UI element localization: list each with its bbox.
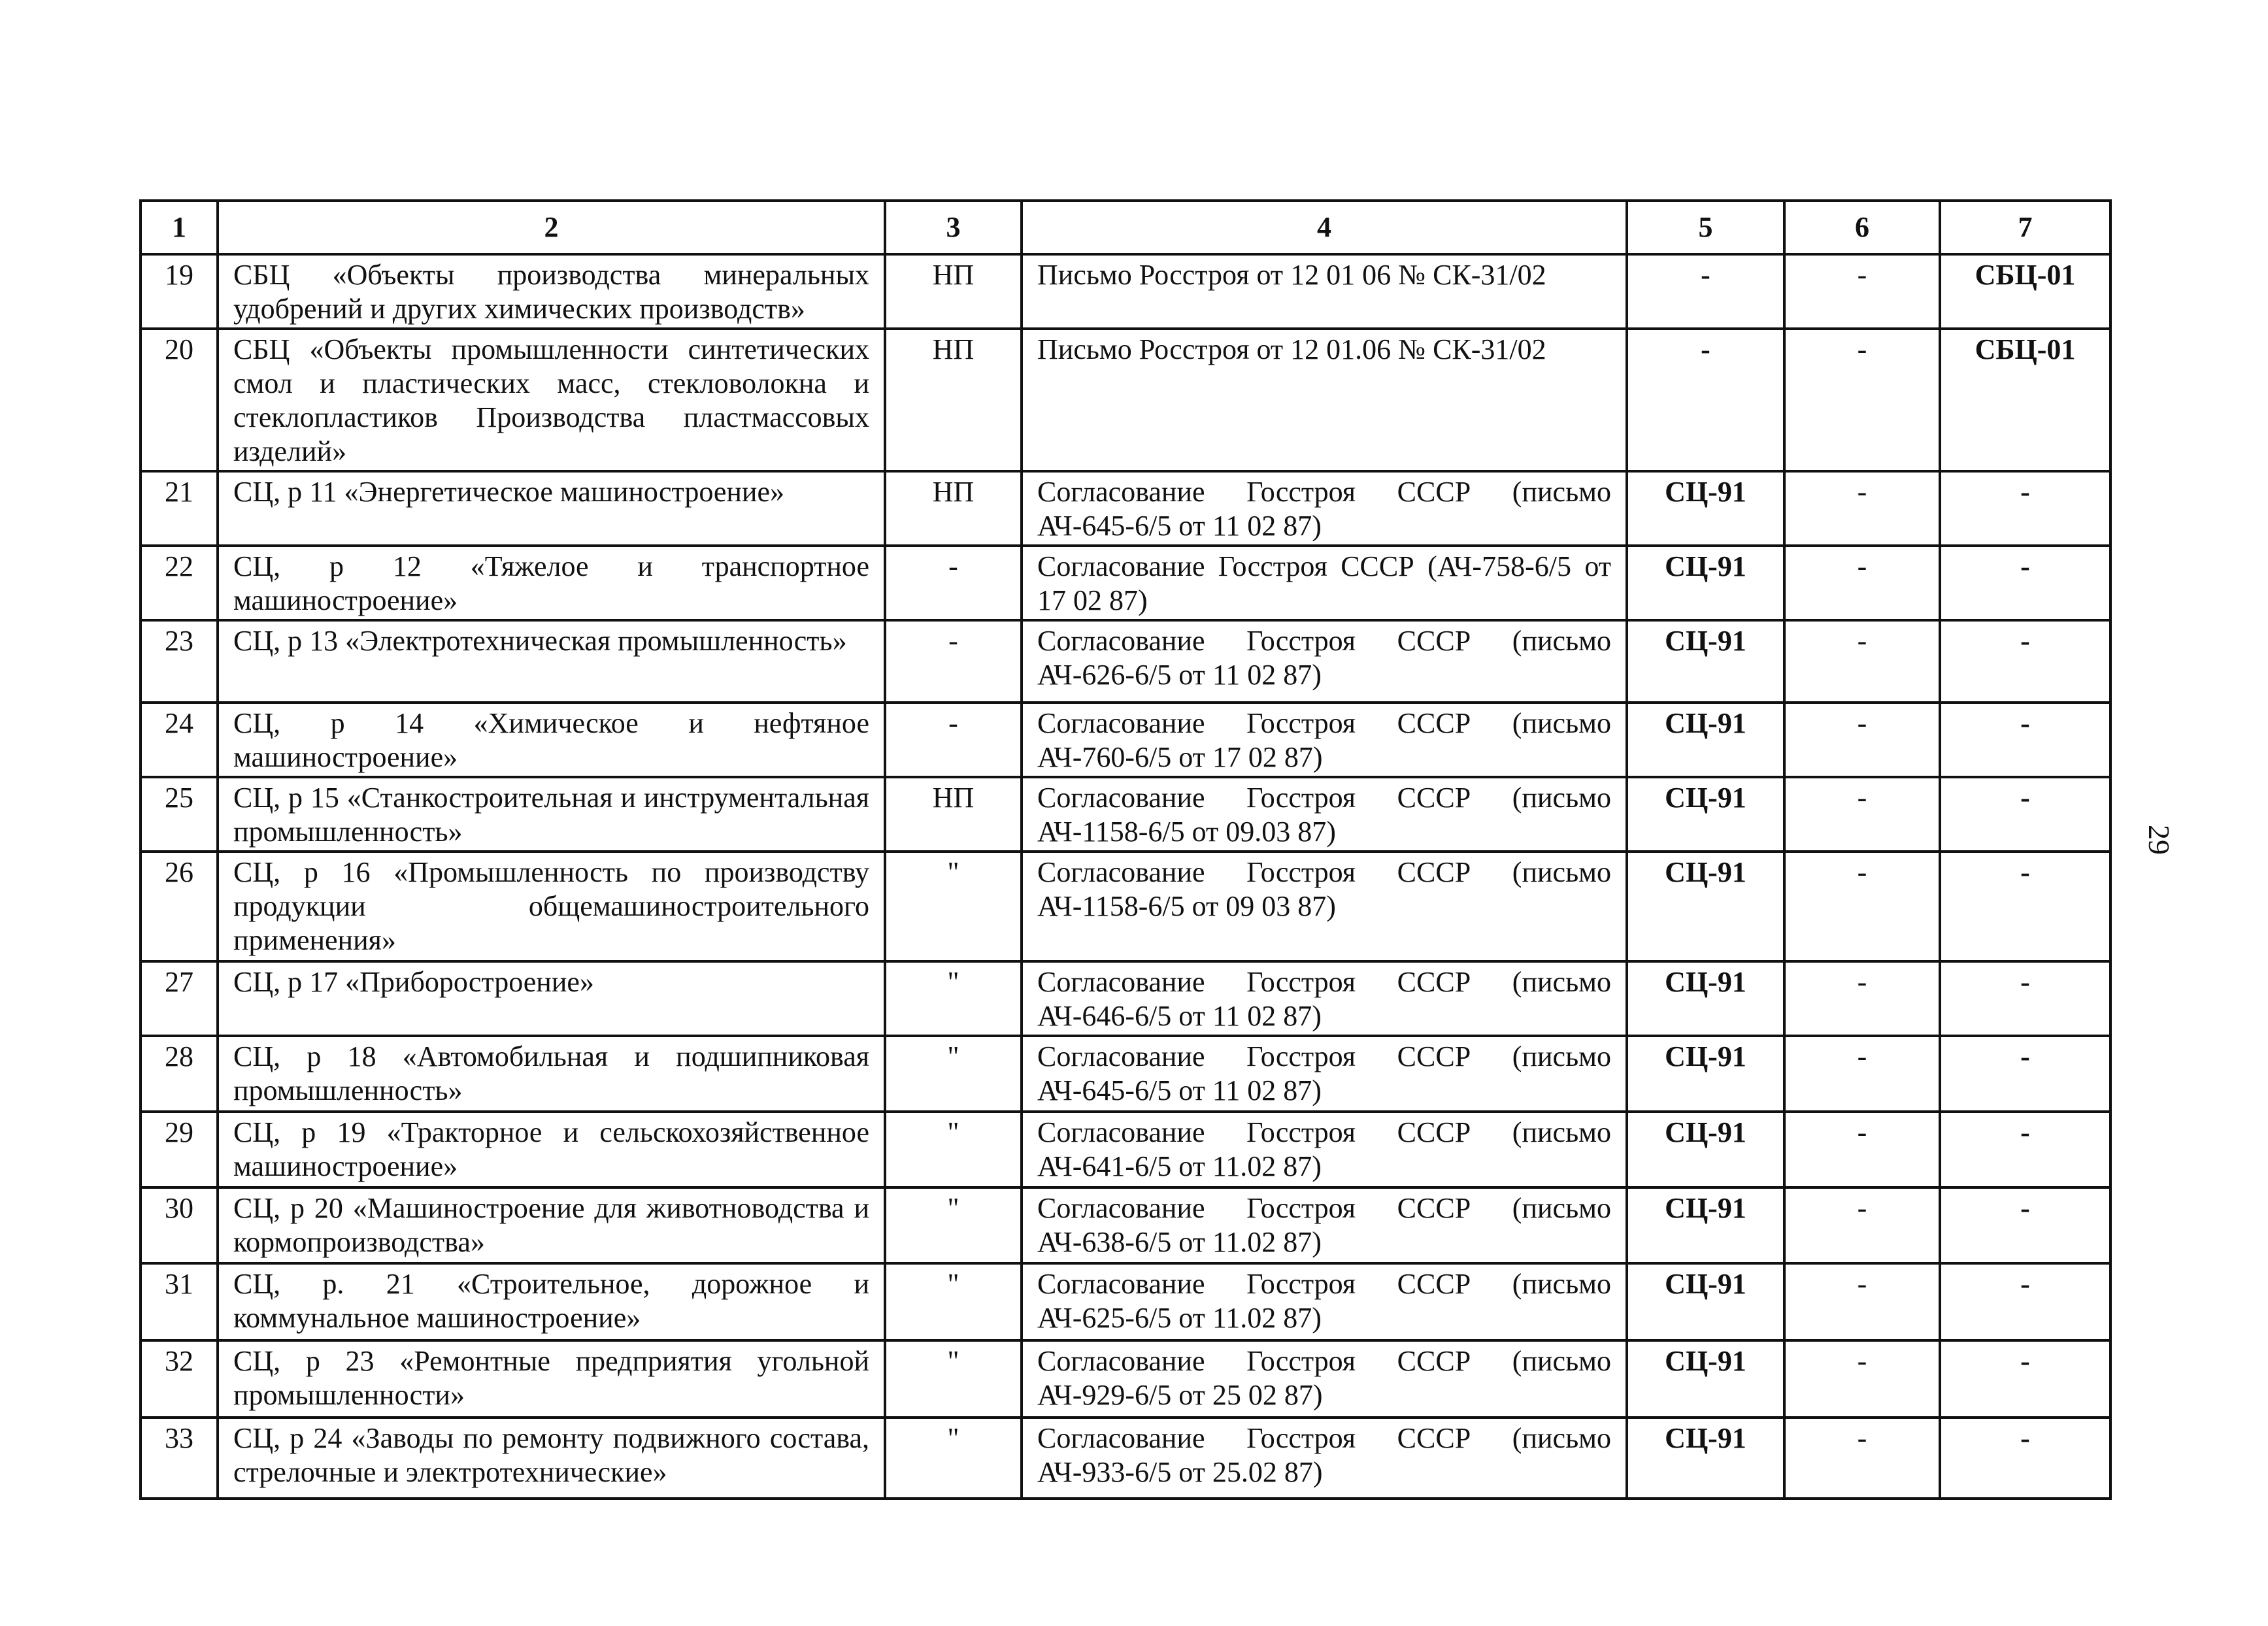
row-col6: - [1784, 620, 1940, 703]
row-col6: - [1784, 1187, 1940, 1263]
row-col5: СЦ-91 [1627, 471, 1784, 546]
row-name: СЦ, р 13 «Электротехническая промышленность» [218, 620, 885, 703]
row-col5: СЦ-91 [1627, 1036, 1784, 1112]
row-col4: Согласование Госстроя СССР (письмо АЧ-641-6/5 от 11.02 87) [1022, 1112, 1627, 1187]
row-col3: " [885, 1036, 1022, 1112]
row-col4: Согласование Госстроя СССР (письмо АЧ-645-6/5 от 11 02 87) [1022, 1036, 1627, 1112]
table-row [141, 852, 2110, 961]
row-col3: НП [885, 777, 1022, 852]
row-col7: СБЦ-01 [1940, 254, 2110, 329]
row-number: 22 [141, 546, 218, 620]
column-header-2: 2 [218, 201, 885, 254]
row-number: 28 [141, 1036, 218, 1112]
column-header-4: 4 [1022, 201, 1627, 254]
row-col7: СБЦ-01 [1940, 329, 2110, 471]
row-col7: - [1940, 852, 2110, 961]
row-col3: НП [885, 254, 1022, 329]
table-row [141, 1340, 2110, 1418]
row-col4: Согласование Госстроя СССР (письмо АЧ-1158-6/5 от 09 03 87) [1022, 852, 1627, 961]
row-col3: " [885, 1263, 1022, 1340]
row-col6: - [1784, 1036, 1940, 1112]
row-col5: СЦ-91 [1627, 852, 1784, 961]
row-col6: - [1784, 329, 1940, 471]
row-col3: " [885, 1418, 1022, 1499]
table-row [141, 703, 2110, 777]
row-col4: Согласование Госстроя СССР (письмо АЧ-638-6/5 от 11.02 87) [1022, 1187, 1627, 1263]
row-name: СЦ, р 24 «Заводы по ремонту подвижного состава, стрелочные и электротехнические» [218, 1418, 885, 1499]
row-col5: СЦ-91 [1627, 1263, 1784, 1340]
row-col6: - [1784, 1263, 1940, 1340]
row-number: 20 [141, 329, 218, 471]
row-col5: СЦ-91 [1627, 703, 1784, 777]
row-number: 24 [141, 703, 218, 777]
row-col3: НП [885, 329, 1022, 471]
row-name: СБЦ «Объекты производства минеральных удобрений и других химических производств» [218, 254, 885, 329]
row-col7: - [1940, 1263, 2110, 1340]
row-col6: - [1784, 961, 1940, 1036]
row-name: СЦ, р 11 «Энергетическое машиностроение» [218, 471, 885, 546]
row-col6: - [1784, 1340, 1940, 1418]
row-col4: Согласование Госстроя СССР (АЧ-758-6/5 от 17 02 87) [1022, 546, 1627, 620]
row-col6: - [1784, 546, 1940, 620]
row-col5: СЦ-91 [1627, 1187, 1784, 1263]
table-row [141, 1187, 2110, 1263]
row-col7: - [1940, 1112, 2110, 1187]
row-number: 31 [141, 1263, 218, 1340]
row-col6: - [1784, 703, 1940, 777]
table-row [141, 1418, 2110, 1499]
row-number: 26 [141, 852, 218, 961]
row-number: 21 [141, 471, 218, 546]
table-row [141, 1112, 2110, 1187]
table-row [141, 1263, 2110, 1340]
column-header-5: 5 [1627, 201, 1784, 254]
table-row [141, 546, 2110, 620]
table-body [141, 254, 2110, 1499]
row-name: СБЦ «Объекты промышленности синтетических смол и пластических масс, стекловолокна и стеклопластиков Производства пластмассовых изделий» [218, 329, 885, 471]
row-col6: - [1784, 852, 1940, 961]
row-col6: - [1784, 777, 1940, 852]
row-col6: - [1784, 1112, 1940, 1187]
row-name: СЦ, р 12 «Тяжелое и транспортное машиностроение» [218, 546, 885, 620]
row-col7: - [1940, 1187, 2110, 1263]
row-col4: Письмо Росстроя от 12 01.06 № СК-31/02 [1022, 329, 1627, 471]
table-row [141, 329, 2110, 471]
table-row [141, 254, 2110, 329]
row-number: 25 [141, 777, 218, 852]
row-col4: Согласование Госстроя СССР (письмо АЧ-626-6/5 от 11 02 87) [1022, 620, 1627, 703]
row-col4: Согласование Госстроя СССР (письмо АЧ-1158-6/5 от 09.03 87) [1022, 777, 1627, 852]
row-name: СЦ, р 17 «Приборостроение» [218, 961, 885, 1036]
row-col4: Согласование Госстроя СССР (письмо АЧ-645-6/5 от 11 02 87) [1022, 471, 1627, 546]
row-col7: - [1940, 620, 2110, 703]
table-row [141, 471, 2110, 546]
row-col7: - [1940, 546, 2110, 620]
row-col7: - [1940, 961, 2110, 1036]
row-number: 27 [141, 961, 218, 1036]
row-col3: - [885, 546, 1022, 620]
table-row [141, 777, 2110, 852]
row-number: 23 [141, 620, 218, 703]
row-number: 19 [141, 254, 218, 329]
row-col4: Согласование Госстроя СССР (письмо АЧ-625-6/5 от 11.02 87) [1022, 1263, 1627, 1340]
row-col7: - [1940, 1418, 2110, 1499]
header-row [141, 201, 2110, 254]
row-col5: - [1627, 254, 1784, 329]
row-col6: - [1784, 471, 1940, 546]
row-col4: Письмо Росстроя от 12 01 06 № СК-31/02 [1022, 254, 1627, 329]
table-row [141, 961, 2110, 1036]
row-col3: " [885, 1340, 1022, 1418]
row-name: СЦ, р 16 «Промышленность по производству продукции общемашиностроительного применения» [218, 852, 885, 961]
row-col3: " [885, 1187, 1022, 1263]
document-table [139, 199, 2112, 1500]
row-col3: - [885, 703, 1022, 777]
row-col6: - [1784, 1418, 1940, 1499]
row-name: СЦ, р 19 «Тракторное и сельскохозяйственное машиностроение» [218, 1112, 885, 1187]
row-col7: - [1940, 703, 2110, 777]
row-col7: - [1940, 471, 2110, 546]
row-col5: СЦ-91 [1627, 1340, 1784, 1418]
row-col5: СЦ-91 [1627, 620, 1784, 703]
row-number: 33 [141, 1418, 218, 1499]
column-header-3: 3 [885, 201, 1022, 254]
row-name: СЦ, р 23 «Ремонтные предприятия угольной промышленности» [218, 1340, 885, 1418]
row-col5: СЦ-91 [1627, 546, 1784, 620]
row-col3: " [885, 852, 1022, 961]
row-col7: - [1940, 1340, 2110, 1418]
row-name: СЦ, р 14 «Химическое и нефтяное машиностроение» [218, 703, 885, 777]
row-number: 32 [141, 1340, 218, 1418]
row-col5: СЦ-91 [1627, 1112, 1784, 1187]
row-col4: Согласование Госстроя СССР (письмо АЧ-760-6/5 от 17 02 87) [1022, 703, 1627, 777]
table-row [141, 620, 2110, 703]
table-row [141, 1036, 2110, 1112]
page-number: 29 [2143, 825, 2176, 855]
row-col5: - [1627, 329, 1784, 471]
column-header-6: 6 [1784, 201, 1940, 254]
row-col5: СЦ-91 [1627, 961, 1784, 1036]
row-col4: Согласование Госстроя СССР (письмо АЧ-933-6/5 от 25.02 87) [1022, 1418, 1627, 1499]
row-col3: " [885, 961, 1022, 1036]
row-col4: Согласование Госстроя СССР (письмо АЧ-929-6/5 от 25 02 87) [1022, 1340, 1627, 1418]
row-number: 29 [141, 1112, 218, 1187]
row-col3: - [885, 620, 1022, 703]
row-name: СЦ, р. 21 «Строительное, дорожное и коммунальное машиностроение» [218, 1263, 885, 1340]
column-header-1: 1 [141, 201, 218, 254]
row-col6: - [1784, 254, 1940, 329]
row-col5: СЦ-91 [1627, 777, 1784, 852]
column-header-7: 7 [1940, 201, 2110, 254]
row-col5: СЦ-91 [1627, 1418, 1784, 1499]
row-name: СЦ, р 15 «Станкостроительная и инструментальная промышленность» [218, 777, 885, 852]
row-col7: - [1940, 1036, 2110, 1112]
row-name: СЦ, р 20 «Машиностроение для животноводства и кормопроизводства» [218, 1187, 885, 1263]
row-name: СЦ, р 18 «Автомобильная и подшипниковая промышленность» [218, 1036, 885, 1112]
row-col3: НП [885, 471, 1022, 546]
row-col7: - [1940, 777, 2110, 852]
row-col4: Согласование Госстроя СССР (письмо АЧ-646-6/5 от 11 02 87) [1022, 961, 1627, 1036]
row-col3: " [885, 1112, 1022, 1187]
row-number: 30 [141, 1187, 218, 1263]
